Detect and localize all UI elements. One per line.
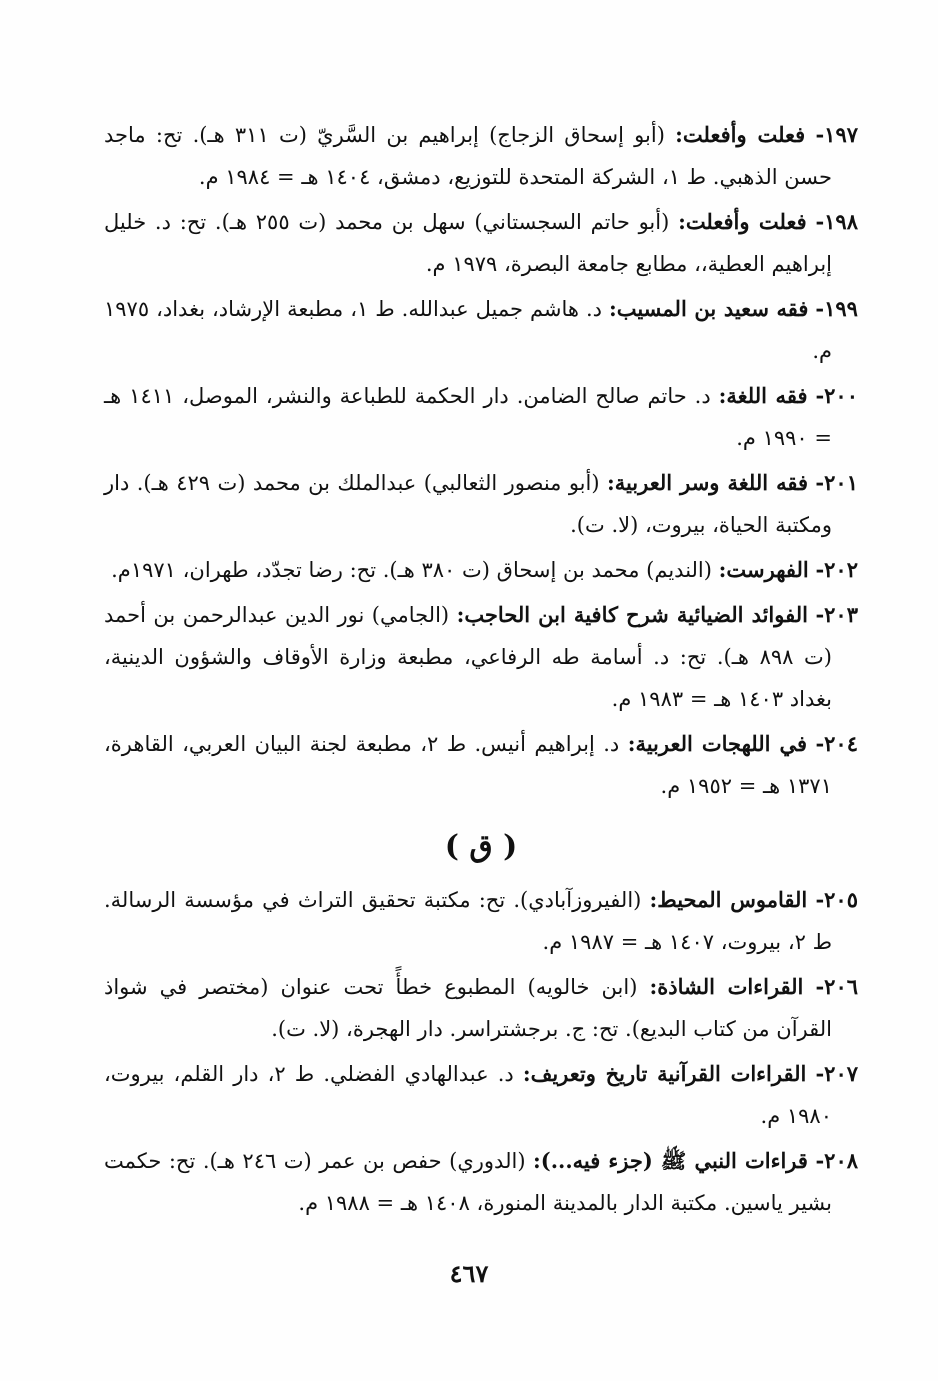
entry-number: ٢٠٦- <box>815 974 859 999</box>
entry-details: (أبو منصور الثعالبي) عبدالملك بن محمد (ت ٤٢٩ هـ). دار ومكتبة الحياة، بيروت، (لا. ت). <box>104 471 832 537</box>
entry-details: (الفيروزآبادي). تح: مكتبة تحقيق التراث في مؤسسة الرسالة. ط ٢، بيروت، ١٤٠٧ هـ = ١٩٨٧ م. <box>104 888 832 954</box>
entry-title: القراءات القرآنية تاريخ وتعريف: <box>522 1061 807 1086</box>
bibliography-entry <box>104 375 858 459</box>
entry-number: ٢٠٤- <box>815 731 858 756</box>
entry-number: ١٩٧- <box>815 122 859 147</box>
entry-title: قراءات النبي ﷺ (جزء فيه...): <box>533 1148 808 1173</box>
entry-details: (أبو حاتم السجستاني) سهل بن محمد (ت ٢٥٥ هـ). تح: د. خليل إبراهيم العطية،، مطابع جامعة البصرة، ١٩٧٩ م. <box>104 210 832 276</box>
entry-title: فقه سعيد بن المسيب: <box>608 296 809 321</box>
entry-number: ١٩٩- <box>815 296 858 321</box>
entry-title: الفوائد الضيائية شرح كافية ابن الحاجب: <box>456 602 808 627</box>
bibliography-entry <box>104 549 858 591</box>
bibliography-entry <box>104 879 858 963</box>
entry-details: د. هاشم جميل عبدالله. ط ١، مطبعة الإرشاد، بغداد، ١٩٧٥ م. <box>104 297 832 363</box>
entry-title: القاموس المحيط: <box>649 887 808 912</box>
entry-details: (النديم) محمد بن إسحاق (ت ٣٨٠ هـ). تح: رضا تجدّد، طهران، ١٩٧١م. <box>111 558 712 582</box>
entry-number: ٢٠٢- <box>815 557 858 582</box>
entry-details: (الجامي) نور الدين عبدالرحمن بن أحمد (ت ٨٩٨ هـ). تح: د. أسامة طه الرفاعي، مطبعة وزارة الأوقاف والشؤون الدينية، بغداد ١٤٠٣ هـ = ١٩٨٣ م. <box>104 603 833 711</box>
entry-number: ٢٠٥- <box>815 887 858 912</box>
entry-details: د. حاتم صالح الضامن. دار الحكمة للطباعة والنشر، الموصل، ١٤١١ هـ = ١٩٩٠ م. <box>104 384 832 450</box>
entry-number: ٢٠٠- <box>815 383 858 408</box>
bibliography-entry <box>104 201 858 285</box>
entry-title: فقه اللغة وسر العربية: <box>606 470 809 495</box>
bibliography-entry <box>104 1140 858 1224</box>
entry-title: فقه اللغة: <box>718 383 808 408</box>
bibliography-entry <box>104 723 858 807</box>
entry-list-qaf <box>104 879 858 1224</box>
entry-title: القراءات الشاذة: <box>649 974 804 999</box>
bibliography-entry <box>104 594 858 720</box>
bibliography-entry <box>104 1053 858 1137</box>
entry-number: ٢٠٣- <box>815 602 858 627</box>
entry-number: ٢٠١- <box>815 470 858 495</box>
bibliography-entry <box>104 288 858 372</box>
entry-details: (أبو إسحاق الزجاج) إبراهيم بن السَّريّ (ت ٣١١ هـ). تح: ماجد حسن الذهبي. ط ١، الشركة المتحدة للتوزيع، دمشق، ١٤٠٤ هـ = ١٩٨٤ م. <box>104 123 832 189</box>
entry-details: د. عبدالهادي الفضلي. ط ٢، دار القلم، بيروت، ١٩٨٠ م. <box>104 1062 832 1128</box>
bibliography-entry <box>104 966 858 1050</box>
entry-title: في اللهجات العربية: <box>627 731 808 756</box>
page-number: ٤٦٧ <box>449 1259 489 1288</box>
entry-details: د. إبراهيم أنيس. ط ٢، مطبعة لجنة البيان العربي، القاهرة، ١٣٧١ هـ = ١٩٥٢ م. <box>104 732 832 798</box>
section-heading-qaf: ( ق ) <box>444 829 518 864</box>
entry-title: فعلت وأفعلت: <box>675 122 806 147</box>
bibliography-entry <box>104 462 858 546</box>
entry-details: (ابن خالويه) المطبوع خطأً تحت عنوان (مختصر في شواذ القرآن من كتاب البديع). تح: ج. برجشتراسر. دار الهجرة، (لا. ت). <box>104 975 832 1041</box>
entry-details: (الدوري) حفص بن عمر (ت ٢٤٦ هـ). تح: حكمت بشير ياسين. مكتبة الدار بالمدينة المنورة، ١٤٠٨ هـ = ١٩٨٨ م. <box>104 1149 832 1215</box>
bibliography-entry <box>104 114 858 198</box>
entry-number: ٢٠٧- <box>815 1061 859 1086</box>
entry-number: ٢٠٨- <box>815 1148 859 1173</box>
bibliography-column <box>104 114 858 1227</box>
entry-list-fa <box>104 114 858 807</box>
entry-title: الفهرست: <box>718 557 809 582</box>
entry-title: فعلت وأفعلت: <box>678 209 807 234</box>
entry-number: ١٩٨- <box>815 209 858 234</box>
